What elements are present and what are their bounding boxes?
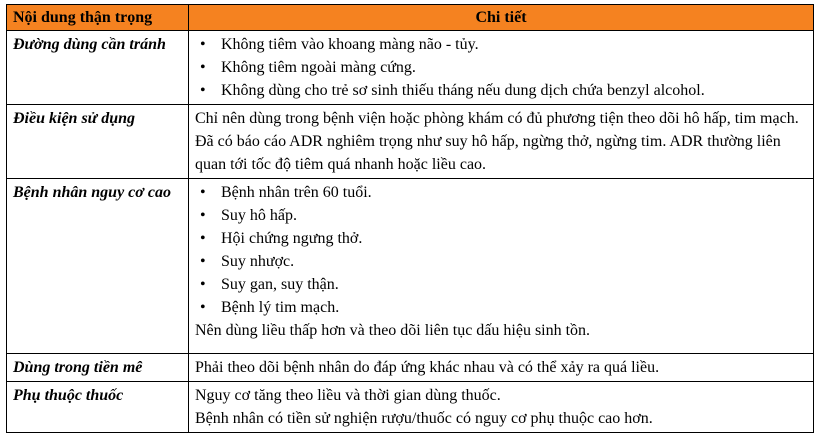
- caution-table: [6, 4, 814, 433]
- header-row: [7, 5, 814, 31]
- bullet-list: [195, 181, 807, 319]
- detail-text: Chỉ nên dùng trong bệnh viện hoặc phòng khám có đủ phương tiện theo dõi hô hấp, tim mạch. Đã có báo cáo ADR nghiêm trọng như suy hô hấp, ngừng thở, ngừng tim. ADR thường liên quan tới tốc độ tiêm quá nhanh hoặc liều cao.: [195, 110, 799, 173]
- list-item: • Suy hô hấp.: [219, 204, 807, 227]
- row-details-dependence: [189, 382, 814, 433]
- list-item: • Hội chứng ngưng thở.: [219, 227, 807, 250]
- list-item: • Bệnh nhân trên 60 tuổi.: [219, 181, 807, 204]
- table-row: [7, 105, 814, 179]
- table-row: [7, 382, 814, 433]
- row-label-conditions: Điều kiện sử dụng: [7, 105, 189, 179]
- row-details-premedication: [189, 354, 814, 382]
- table-row: [7, 354, 814, 382]
- list-item: • Suy nhược.: [219, 250, 807, 273]
- detail-text: Nguy cơ tăng theo liều và thời gian dùng thuốc.: [195, 387, 501, 404]
- header-details: Chi tiết: [189, 5, 814, 31]
- header-caution-content: Nội dung thận trọng: [7, 5, 189, 31]
- row-details-conditions: [189, 105, 814, 179]
- row-label-premedication: Dùng trong tiền mê: [7, 354, 189, 382]
- table-row: [7, 179, 814, 354]
- detail-text: Phải theo dõi bệnh nhân do đáp ứng khác nhau và có thể xảy ra quá liều.: [195, 359, 660, 376]
- detail-text: Bệnh nhân có tiền sử nghiện rượu/thuốc có nguy cơ phụ thuộc cao hơn.: [195, 410, 653, 427]
- row-details-high-risk: [189, 179, 814, 354]
- row-details-route: [189, 31, 814, 105]
- row-label-dependence: Phụ thuộc thuốc: [7, 382, 189, 433]
- row-label-route: Đường dùng cần tránh: [7, 31, 189, 105]
- bullet-list: [195, 33, 807, 102]
- row-label-high-risk: Bệnh nhân nguy cơ cao: [7, 179, 189, 354]
- list-item: • Suy gan, suy thận.: [219, 273, 807, 296]
- list-item: • Không tiêm ngoài màng cứng.: [219, 56, 807, 79]
- list-item: • Không tiêm vào khoang màng não - tủy.: [219, 33, 807, 56]
- detail-text: Nên dùng liều thấp hơn và theo dõi liên tục dấu hiệu sinh tồn.: [195, 322, 591, 339]
- list-item: • Không dùng cho trẻ sơ sinh thiếu tháng nếu dung dịch chứa benzyl alcohol.: [219, 79, 807, 102]
- table-row: [7, 31, 814, 105]
- list-item: • Bệnh lý tim mạch.: [219, 296, 807, 319]
